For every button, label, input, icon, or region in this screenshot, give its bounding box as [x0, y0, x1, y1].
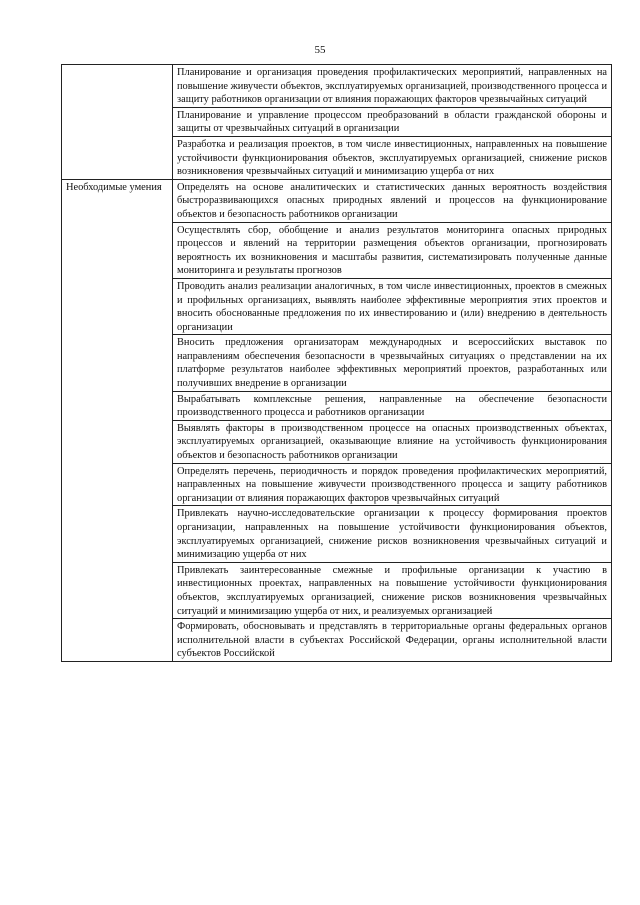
table-cell: Привлекать научно-исследовательские организации к процессу формирования проектов организации, направленных на повышение устойчивости функционирования объектов, эксплуатируемых организацией, снижение рисков возникновения чрезвычайных ситуаций и минимизацию ущерба от них — [173, 506, 612, 562]
table-cell: Выявлять факторы в производственном процессе на опасных производственных объектах, эксплуатируемых организацией, оказывающие влияние на устойчивость функционирования объектов и безопасность работников организации — [173, 420, 612, 463]
row-label-skills: Необходимые умения — [62, 179, 173, 661]
table-cell: Вырабатывать комплексные решения, направленные на обеспечение безопасности производственного процесса и работников организации — [173, 391, 612, 420]
table-cell: Планирование и управление процессом преобразований в области гражданской обороны и защиты от чрезвычайных ситуаций в организации — [173, 107, 612, 136]
table-row — [62, 179, 612, 222]
requirements-table — [61, 64, 612, 662]
page-number: 55 — [314, 44, 326, 56]
table-row — [62, 65, 612, 108]
table-cell: Формировать, обосновывать и представлять в территориальные органы федеральных органов исполнительной власти в субъектах Российской Федерации, органы исполнительной власти субъектов Российской — [173, 619, 612, 662]
table-cell: Привлекать заинтересованные смежные и профильные организации к участию в инвестиционных проектах, направленных на повышение устойчивости функционирования объектов, эксплуатируемых организацией, снижение рисков возникновения чрезвычайных ситуаций и минимизацию ущерба от них, и реализуемых организацией — [173, 562, 612, 618]
table-cell: Планирование и организация проведения профилактических мероприятий, направленных на повышение живучести объектов, эксплуатируемых организацией, производственного процесса и защиту работников организации от влияния поражающих факторов чрезвычайных ситуаций — [173, 65, 612, 108]
table-cell: Определять перечень, периодичность и порядок проведения профилактических мероприятий, направленных на повышение живучести производственного процесса и защиту работников организации от влияния поражающих факторов чрезвычайных ситуаций — [173, 463, 612, 506]
table-cell: Осуществлять сбор, обобщение и анализ результатов мониторинга опасных природных процессов и явлений на территории размещения объектов организации, прогнозировать вероятность их возникновения и масштабы развития, систематизировать полученные данные мониторинга и результаты прогнозов — [173, 222, 612, 278]
table-cell: Вносить предложения организаторам международных и всероссийских выставок по направлениям обеспечения безопасности в чрезвычайных ситуациях о представлении на их платформе результатов наиболее эффективных мероприятий проектов, разработанных или получивших внедрение в организации — [173, 335, 612, 391]
table-cell: Разработка и реализация проектов, в том числе инвестиционных, направленных на повышение устойчивости функционирования объектов, эксплуатируемых организацией, снижение рисков возникновения чрезвычайных ситуаций и минимизацию ущерба от них — [173, 136, 612, 179]
row-label-empty — [62, 65, 173, 180]
table-cell: Проводить анализ реализации аналогичных, в том числе инвестиционных, проектов в смежных и профильных организациях, выявлять наиболее эффективные мероприятия этих проектов и вносить обоснованные предложения по их инвестированию и (или) внедрению в деятельность организации — [173, 278, 612, 334]
table-cell: Определять на основе аналитических и статистических данных вероятность воздействия быстроразвивающихся опасных природных явлений и процессов на функционирование объектов и безопасность работников организации — [173, 179, 612, 222]
